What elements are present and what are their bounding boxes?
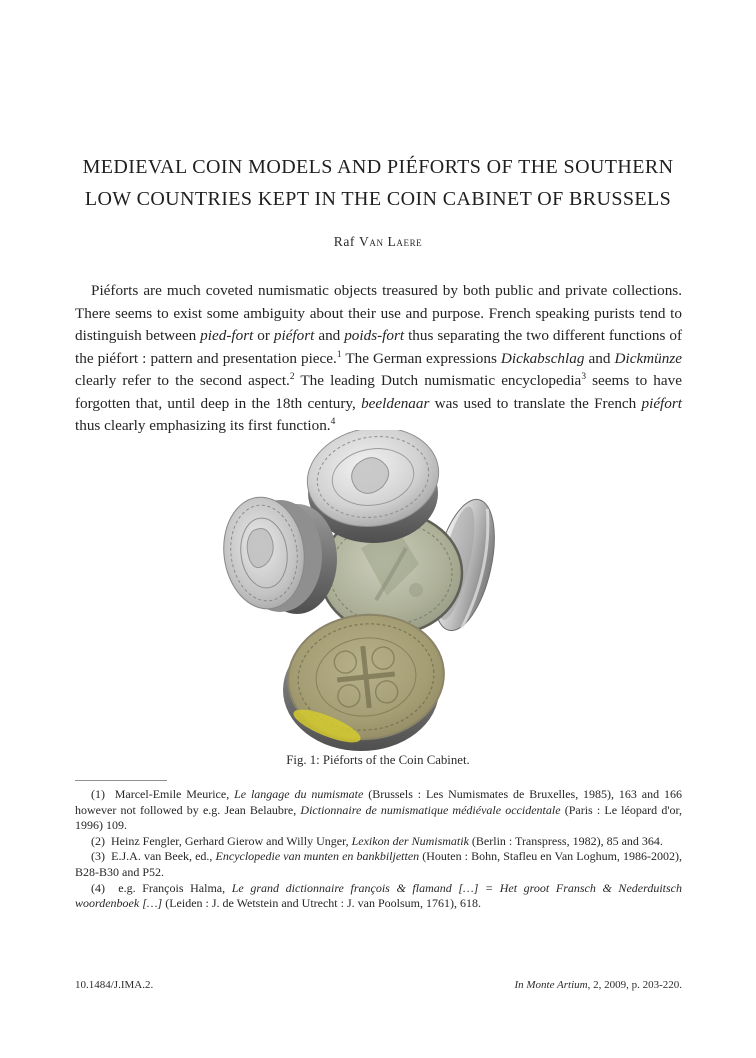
page-footer — [75, 979, 682, 991]
footnote-1: (1) Marcel-Emile Meurice, Le langage du numismate (Brussels : Les Numismates de Bruxelles, 1985), 163 and 166 however not followed by e.g. Jean Belaubre, Dictionnaire de numismatique médiévale occidentale (Paris : Le léopard d'or, 1996) 109. — [75, 787, 683, 833]
article-title — [0, 151, 756, 215]
author-name: Raf Van Laere — [333, 234, 423, 249]
pieforts-photo — [211, 430, 546, 752]
body-paragraph: Piéforts are much coveted numismatic objects treasured by both public and private collections. There seems to exist some ambiguity about their use and purpose. French speaking purists tend to distinguish between pied-fort or piéfort and poids-fort thus separating the two different functions of the piéfort : pattern and presentation piece.$^1$ The German expressions Dickabschlag and Dickmünze clearly refer to the second aspect.$^2$ The leading Dutch numismatic encyclopedia$^3$ seems to have forgotten that, until deep in the 18th century, beeldenaar was used to translate the French piéfort thus clearly emphasizing its first function.$^4$ — [75, 282, 682, 434]
footer-doi: 10.1484/J.IMA.2. — [75, 979, 154, 991]
footer-journal-ref: In Monte Artium, 2, 2009, p. 203-220. — [514, 979, 682, 991]
article-title-line-1: MEDIEVAL COIN MODELS AND PIÉFORTS OF THE SOUTHERN — [82, 156, 674, 178]
footnotes-block — [75, 787, 682, 912]
article-title-line-2: LOW COUNTRIES KEPT IN THE COIN CABINET OF BRUSSELS — [84, 188, 672, 210]
figure-caption: Fig. 1: Piéforts of the Coin Cabinet. — [286, 753, 470, 767]
footnote-4: (4) e.g. François Halma, Le grand dictionnaire françois & flamand […] = Het groot Fransch & Nederduitsch woordenboek […] (Leiden : J. de Wetstein and Utrecht : J. van Poolsum, 1761), 618. — [75, 880, 682, 911]
footnote-separator — [75, 780, 167, 781]
footnote-2: (2) Heinz Fengler, Gerhard Gierow and Willy Unger, Lexikon der Numismatik (Berlin : Transpress, 1982), 85 and 364. — [91, 833, 663, 848]
figure-1 — [0, 430, 756, 757]
footnote-3: (3) E.J.A. van Beek, ed., Encyclopedie van munten en bankbiljetten (Houten : Bohn, Stafleu en Van Loghum, 1986-2002), B28-B30 and P52. — [75, 849, 682, 879]
